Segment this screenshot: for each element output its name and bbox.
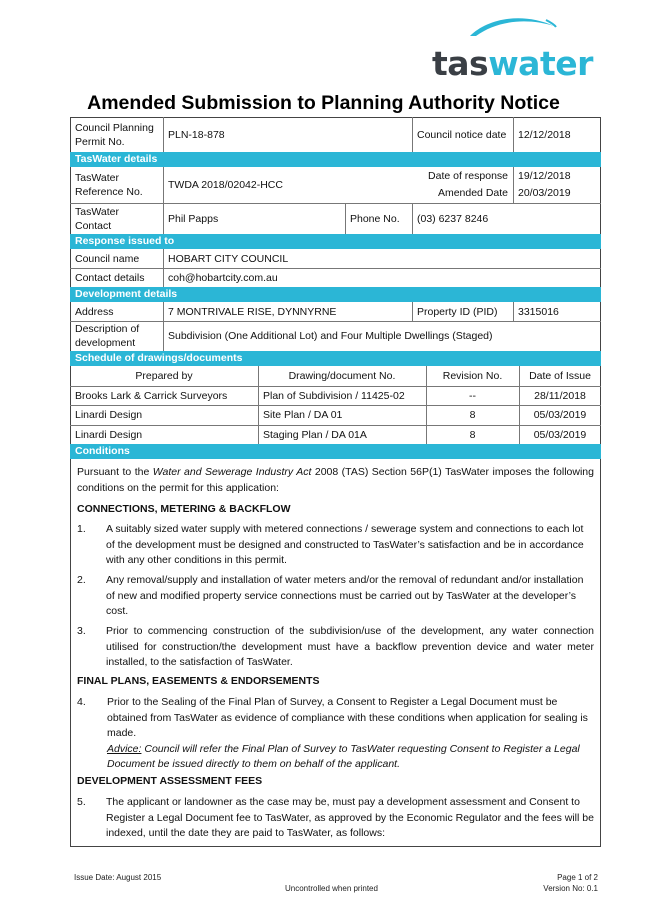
address-value: 7 MONTRIVALE RISE, DYNNYRNE bbox=[168, 305, 337, 318]
contact-details-value: coh@hobartcity.com.au bbox=[168, 271, 278, 284]
pid-label: Property ID (PID) bbox=[417, 305, 498, 318]
item-number: 3. bbox=[77, 625, 86, 637]
schedule-col-drawing: Drawing/document No. bbox=[288, 370, 396, 382]
heading-connections: CONNECTIONS, METERING & BACKFLOW bbox=[77, 503, 291, 515]
schedule-row-prepared-by: Brooks Lark & Carrick Surveyors bbox=[75, 389, 228, 402]
logo-wordmark bbox=[432, 44, 593, 83]
logo-swoosh-icon bbox=[468, 14, 558, 40]
item-number: 1. bbox=[77, 523, 86, 535]
amended-date-value: 20/03/2019 bbox=[518, 187, 571, 199]
schedule-col-date: Date of Issue bbox=[529, 370, 591, 382]
page-title: Amended Submission to Planning Authority Notice bbox=[87, 92, 560, 114]
amended-date-label: Amended Date bbox=[437, 187, 508, 199]
permit-value: PLN-18-878 bbox=[168, 128, 225, 141]
schedule-row-date: 28/11/2018 bbox=[534, 389, 586, 402]
schedule-row-prepared-by: Linardi Design bbox=[75, 409, 143, 421]
pid-value: 3315016 bbox=[518, 305, 559, 318]
footer-version: Version No: 0.1 bbox=[543, 884, 598, 893]
advice-text: Council will refer the Final Plan of Survey to TasWater requesting Consent to Register a Legal Document be issued directly to them on behalf of the applicant. bbox=[107, 742, 580, 770]
address-label: Address bbox=[75, 305, 114, 318]
condition-item-4-text: Prior to the Sealing of the Final Plan of Survey, a Consent to Register a Legal Document must be obtained from TasWater as evidence of compliance with these conditions when application for sealing is made. bbox=[107, 696, 588, 739]
schedule-row-drawing: Plan of Subdivision / 11425-02 bbox=[263, 389, 405, 402]
response-date-value: 19/12/2018 bbox=[518, 170, 571, 182]
schedule-row-drawing: Site Plan / DA 01 bbox=[263, 409, 343, 421]
permit-label: Council Planning Permit No. bbox=[75, 121, 154, 148]
condition-item-1: A suitably sized water supply with metered connections / sewerage system and connections to each lot of the development must be designed and constructed to TasWater’s satisfaction and be in accordance with any other conditions in this permit. bbox=[106, 523, 584, 566]
schedule-row-date: 05/03/2019 bbox=[533, 428, 587, 441]
schedule-row-revision: 8 bbox=[469, 428, 476, 441]
intro-act-name: Water and Sewerage Industry Act bbox=[152, 466, 312, 478]
condition-item-4-advice bbox=[107, 742, 595, 773]
footer-uncontrolled: Uncontrolled when printed bbox=[285, 884, 378, 893]
conditions-intro bbox=[77, 465, 594, 496]
condition-item-2: Any removal/supply and installation of water meters and/or the removal of redundant and/or installation of new and modified property service connections must be carried out by TasWater at the developer’s cost. bbox=[106, 574, 584, 617]
section-taswater-details: TasWater details bbox=[70, 152, 601, 167]
condition-item-3: Prior to commencing construction of the subdivision/use of the development, any water connection utilised for construction/the development must have a backflow prevention device and water meter installed, to the satisfaction of TasWater. bbox=[106, 625, 594, 668]
contact-details-label: Contact details bbox=[75, 271, 145, 284]
description-value: Subdivision (One Additional Lot) and Four Multiple Dwellings (Staged) bbox=[168, 330, 493, 342]
schedule-row-prepared-by: Linardi Design bbox=[75, 428, 143, 441]
ref-value: TWDA 2018/02042-HCC bbox=[168, 179, 283, 191]
contact-label: TasWater Contact bbox=[75, 205, 119, 232]
schedule-row-date: 05/03/2019 bbox=[533, 409, 587, 421]
response-date-label: Date of response bbox=[428, 170, 508, 182]
phone-label: Phone No. bbox=[350, 212, 400, 225]
item-number: 2. bbox=[77, 574, 86, 586]
advice-label: Advice: bbox=[107, 742, 142, 755]
contact-value: Phil Papps bbox=[168, 212, 219, 225]
heading-development-fees: DEVELOPMENT ASSESSMENT FEES bbox=[77, 775, 263, 787]
intro-text-2: 2008 (TAS) Section 56P(1) TasWater imposes the following conditions on the permit for this application: bbox=[77, 466, 594, 494]
section-schedule: Schedule of drawings/documents bbox=[70, 351, 601, 366]
item-number: 4. bbox=[77, 696, 86, 708]
taswater-logo bbox=[428, 14, 593, 83]
schedule-row-drawing: Staging Plan / DA 01A bbox=[263, 428, 367, 441]
description-label: Description of development bbox=[75, 323, 140, 349]
section-conditions: Conditions bbox=[70, 444, 601, 459]
ref-label: TasWater Reference No. bbox=[75, 172, 143, 198]
schedule-row-revision: 8 bbox=[469, 409, 476, 421]
intro-text-1: Pursuant to the bbox=[77, 466, 150, 478]
footer-page: Page 1 of 2 bbox=[557, 873, 598, 882]
schedule-col-revision: Revision No. bbox=[442, 370, 503, 382]
council-name-label: Council name bbox=[75, 252, 140, 265]
item-number: 5. bbox=[77, 796, 86, 808]
notice-date-label: Council notice date bbox=[417, 128, 507, 141]
notice-date-value: 12/12/2018 bbox=[518, 128, 571, 141]
section-response-issued-to: Response issued to bbox=[70, 234, 601, 249]
condition-item-5: The applicant or landowner as the case may be, must pay a development assessment and Consent to Register a Legal Document fee to TasWater, as approved by the Economic Regulator and the fees will be indexed, until the date they are paid to TasWater, as follows: bbox=[106, 796, 594, 839]
heading-final-plans: FINAL PLANS, EASEMENTS & ENDORSEMENTS bbox=[77, 675, 320, 687]
section-development-details: Development details bbox=[70, 287, 601, 302]
condition-item-4 bbox=[107, 695, 595, 773]
logo-text-dark: tas bbox=[432, 44, 489, 83]
phone-value: (03) 6237 8246 bbox=[417, 212, 489, 225]
council-name-value: HOBART CITY COUNCIL bbox=[168, 252, 289, 265]
logo-text-blue: water bbox=[488, 44, 593, 83]
schedule-col-prepared-by: Prepared by bbox=[135, 370, 193, 382]
footer-issue-date: Issue Date: August 2015 bbox=[74, 873, 162, 882]
schedule-row-revision: -- bbox=[469, 389, 476, 402]
